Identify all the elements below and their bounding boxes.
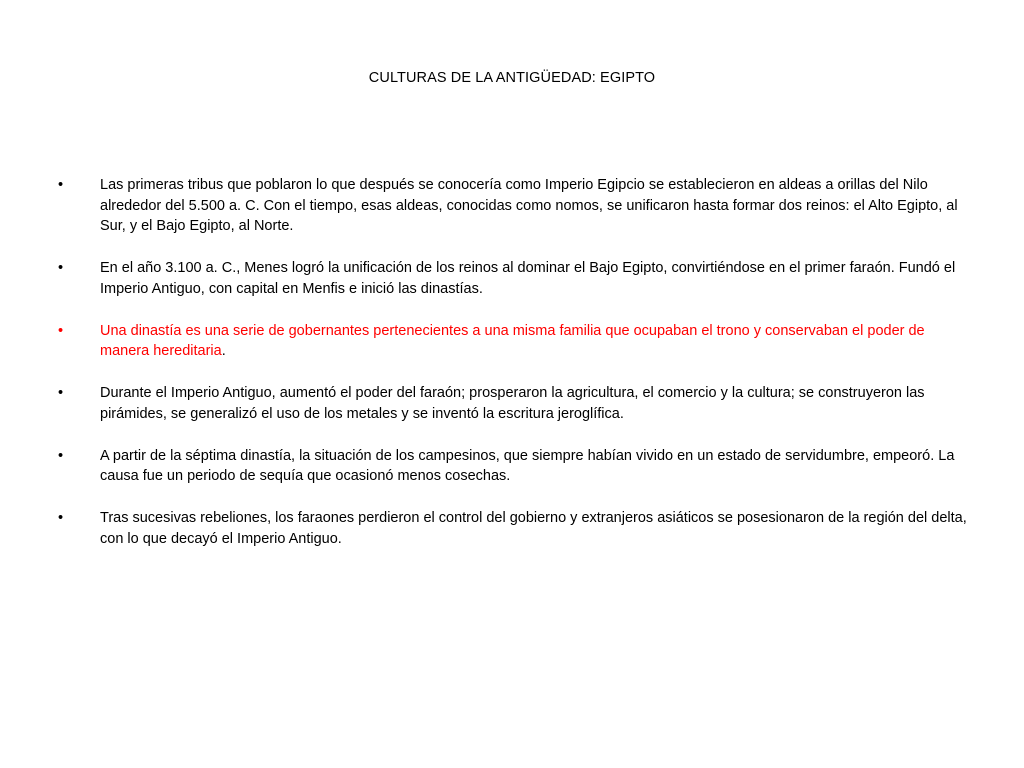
bullet-trailing-punctuation: . (221, 343, 226, 359)
bullet-text: A partir de la séptima dinastía, la situación de los campesinos, que siempre habían vivido en un estado de servidumbre, empeoró. La causa fue un periodo de sequía que ocasionó menos cosechas. (100, 447, 955, 484)
bullet-icon: • (58, 385, 64, 401)
highlighted-definition: Una dinastía es una serie de gobernantes pertenecientes a una misma familia que ocupaban el trono y conservaban el poder de manera hereditaria (100, 322, 925, 359)
bullet-icon: • (58, 447, 64, 464)
bullet-text: Las primeras tribus que poblaron lo que después se conocería como Imperio Egipcio se establecieron en aldeas a orillas del Nilo alrededor del 5.500 a. C. Con el tiempo, esas aldeas, conocidas como nomos, se unificaron hasta formar dos reinos: el Alto Egipto, al Sur, y el Bajo Egipto, al Norte. (100, 177, 958, 234)
bullet-item (58, 383, 968, 424)
bullet-icon: • (58, 322, 64, 339)
bullet-text: Durante el Imperio Antiguo, aumentó el poder del faraón; prosperaron la agricultura, el comercio y la cultura; se construyeron las pirámides, se generalizó el uso de los metales y se inventó la escritura jeroglífica. (100, 385, 925, 422)
bullet-text: Tras sucesivas rebeliones, los faraones perdieron el control del gobierno y extranjeros asiáticos se posesionaron de la región del delta, con lo que decayó el Imperio Antiguo. (100, 510, 967, 547)
bullet-item (58, 175, 968, 237)
bullet-text: En el año 3.100 a. C., Menes logró la unificación de los reinos al dominar el Bajo Egipto, convirtiéndose en el primer faraón. Fundó el Imperio Antiguo, con capital en Menfis e inició las dinastías. (100, 260, 956, 297)
bullet-item (58, 446, 968, 487)
bullet-item (58, 258, 968, 299)
bullet-list (58, 175, 968, 571)
bullet-icon: • (58, 177, 64, 193)
bullet-item (58, 508, 968, 549)
bullet-icon: • (58, 510, 64, 526)
bullet-icon: • (58, 260, 64, 276)
bullet-item-highlighted (58, 321, 968, 362)
slide-title: CULTURAS DE LA ANTIGÜEDAD: EGIPTO (368, 70, 656, 86)
bullet-text (100, 321, 968, 362)
